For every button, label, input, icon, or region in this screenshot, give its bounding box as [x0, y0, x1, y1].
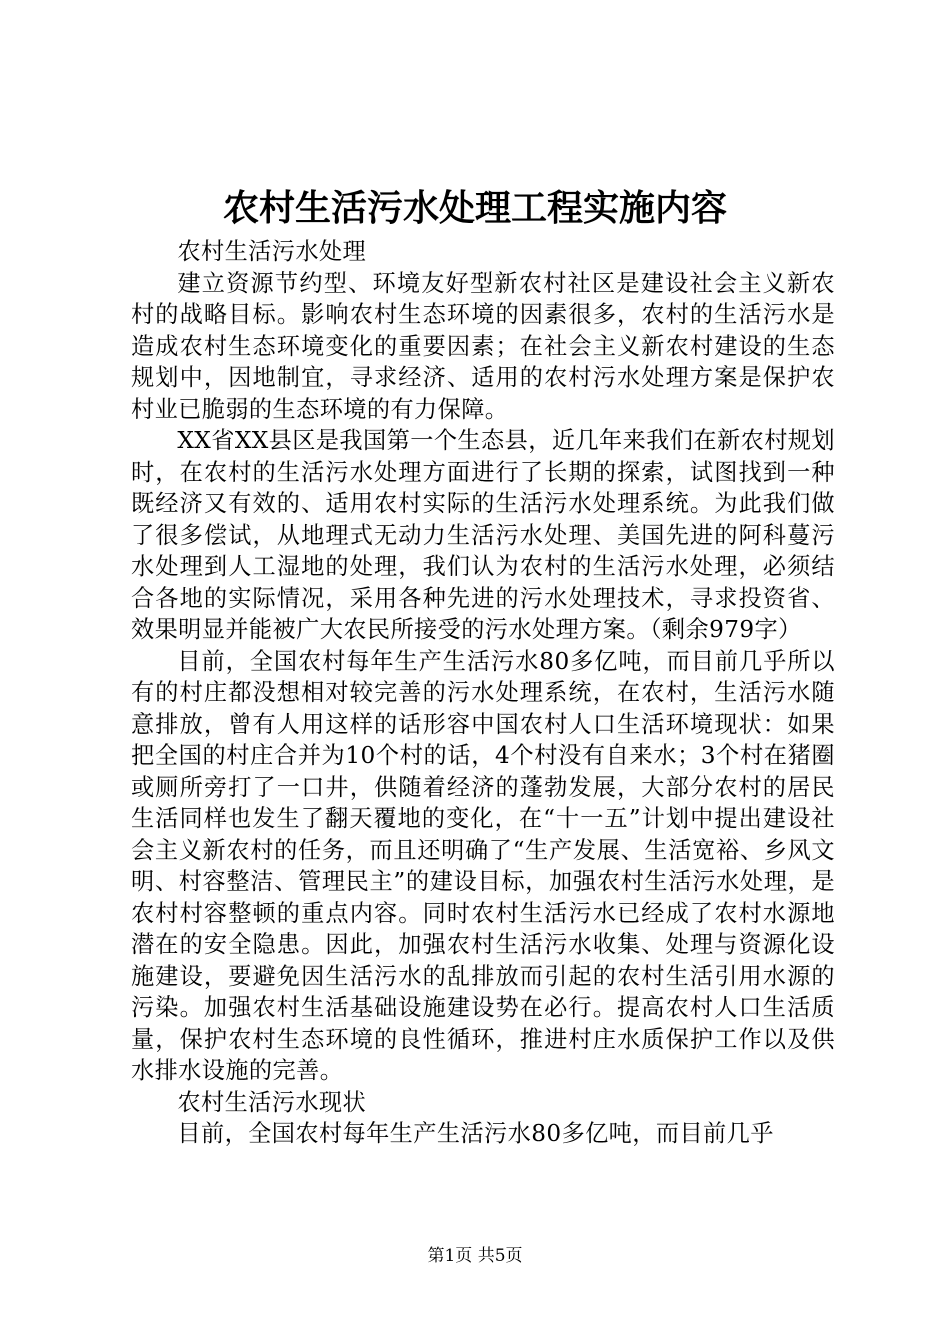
paragraph-heading-status: 农村生活污水现状 — [177, 1088, 367, 1116]
paragraph-current-situation: 目前，全国农村每年生产生活污水80多亿吨，而目前几乎所以有的村庄都没想相对较完善的污水处理系统，在农村，生活污水随意排放，曾有人用这样的话形容中国农村人口生活环境现状：如果把全国的村庄合并为10个村的话，4个村没有自来水；3个村在猪圈或厕所旁打了一口井，供随着经济的蓬勃发展，大部分农村的居民生活同样也发生了翻天覆地的变化，在“十一五”计划中提出建设社会主义新农村的任务，而且还明确了“生产发展、生活宽裕、乡风文明、村容整洁、管理民主”的建设目标，加强农村生活污水处理，是农村村容整顿的重点内容。同时农村生活污水已经成了农村水源地潜在的安全隐患。因此，加强农村生活污水收集、处理与资源化设施建设，要避免因生活污水的乱排放而引起的农村生活引用水源的污染。加强农村生活基础设施建设势在必行。提高农村人口生活质量，保护农村生态环境的良性循环，推进村庄水质保护工作以及供水排水设施的完善。 — [131, 647, 835, 1084]
document-title: 农村生活污水处理工程实施内容 — [222, 187, 727, 229]
paragraph-intro: 建立资源节约型、环境友好型新农村社区是建设社会主义新农村的战略目标。影响农村生态环境的因素很多，农村的生活污水是造成农村生态环境变化的重要因素；在社会主义新农村建设的生态规划中，因地制宜，寻求经济、适用的农村污水处理方案是保护农村业已脆弱的生态环境的有力保障。 — [131, 269, 835, 423]
paragraph-county-practice: XX省XX县区是我国第一个生态县，近几年来我们在新农村规划时，在农村的生活污水处理方面进行了长期的探索，试图找到一种既经济又有效的、适用农村实际的生活污水处理系统。为此我们做了很多偿试，从地理式无动力生活污水处理、美国先进的阿科蔓污水处理到人工湿地的处理，我们认为农村的生活污水处理，必须结合各地的实际情况，采用各种先进的污水处理技术，寻求投资省、效果明显并能被广大农民所接受的污水处理方案。（剩余979字） — [131, 427, 835, 643]
page-footer: 第1页 共5页 — [427, 1246, 523, 1266]
paragraph-status-continued: 目前，全国农村每年生产生活污水80多亿吨，而目前几乎 — [177, 1120, 774, 1147]
document-body — [131, 236, 835, 1150]
paragraph-heading-treatment: 农村生活污水处理 — [177, 238, 367, 265]
